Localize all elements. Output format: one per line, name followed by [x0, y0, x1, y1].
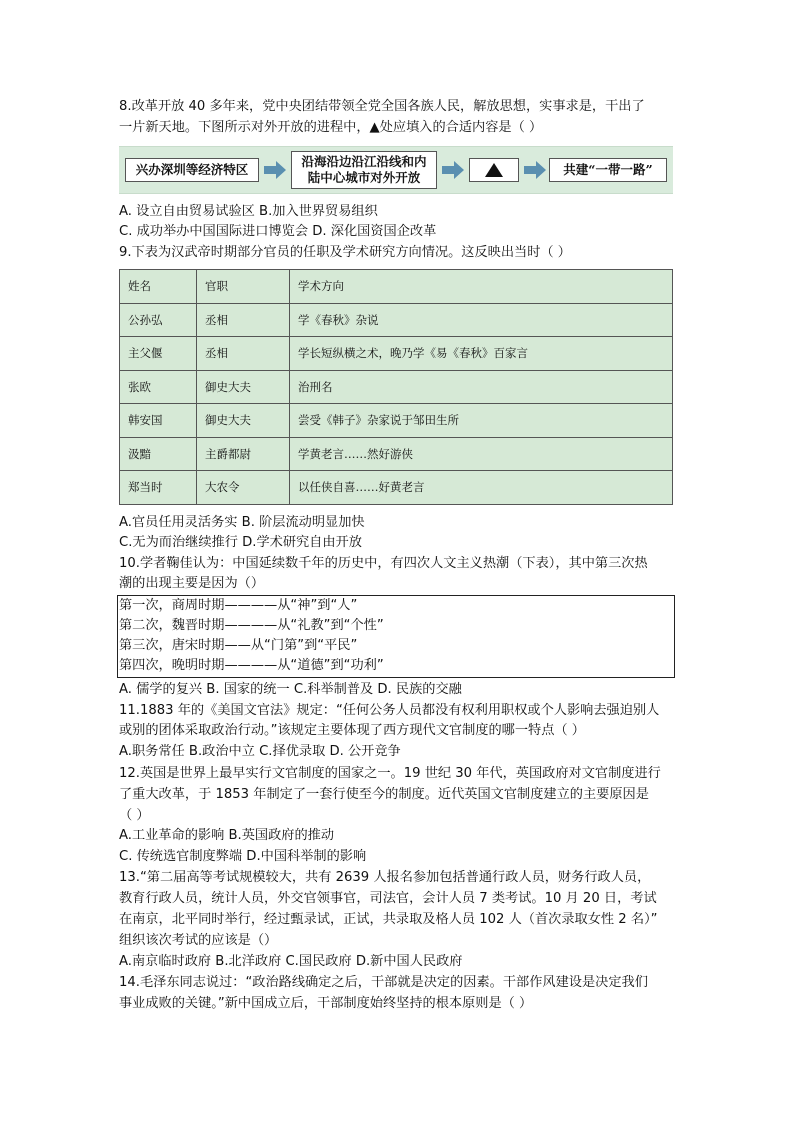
q8-options-line1: A. 设立自由贸易试验区 B.加入世界贸易组织	[119, 204, 378, 219]
table-header-cell: 官职	[197, 270, 290, 304]
table-cell: 郑当时	[120, 471, 197, 505]
table-cell: 丞相	[197, 303, 290, 337]
table-cell: 丞相	[197, 337, 290, 371]
q10-stem-line2: 潮的出现主要是因为（）	[119, 576, 265, 591]
table-cell: 公孙弘	[120, 303, 197, 337]
flow-box-belt-and-road: 共建“一带一路”	[549, 158, 667, 182]
table-row	[120, 337, 673, 371]
q12-stem-line2: 了重大改革，于 1853 年制定了一套行使至今的制度。近代英国文官制度建立的主要原因是	[119, 787, 649, 802]
table-cell: 尝受《韩子》杂家说于邹田生所	[290, 404, 673, 438]
q12-options-line2: C. 传统选官制度弊端 D.中国科举制的影响	[119, 849, 367, 864]
q8-options-line2: C. 成功举办中国国际进口博览会 D. 深化国资国企改革	[119, 224, 437, 239]
officials-table	[119, 269, 673, 505]
q13-stem-line2: 教育行政人员，统计人员，外交官领事官，司法官，会计人员 7 类考试。10 月 20 日，考试	[119, 891, 657, 906]
q13-stem-line3: 在南京，北平同时举行，经过甄录试，正试，共录取及格人员 102 人（首次录取女性 2 名）”	[119, 912, 658, 927]
q11-stem-line2: 或别的团体采取政治行动。”该规定主要体现了西方现代文官制度的哪一特点（ ）	[119, 723, 585, 738]
q14-stem-line2: 事业成败的关键。”新中国成立后，干部制度始终坚持的根本原则是（ ）	[119, 996, 533, 1011]
table-cell: 张欧	[120, 370, 197, 404]
flow-box-special-economic-zones: 兴办深圳等经济特区	[125, 158, 259, 182]
table-cell: 御史大夫	[197, 370, 290, 404]
humanism-wave-line: 第一次，商周时期————从“神”到“人”	[119, 598, 358, 613]
table-cell: 治刑名	[290, 370, 673, 404]
table-row	[120, 370, 673, 404]
table-row	[120, 471, 673, 505]
humanism-waves-box	[117, 595, 675, 678]
q10-stem-line1: 10.学者鞠佳认为：中国延续数千年的历史中，有四次人文主义热潮（下表），其中第三次热	[119, 556, 648, 571]
q9-options-line2: C.无为而治继续推行 D.学术研究自由开放	[119, 535, 362, 550]
table-cell: 御史大夫	[197, 404, 290, 438]
table-row	[120, 404, 673, 438]
humanism-wave-line: 第三次，唐宋时期——从“门第”到“平民”	[119, 638, 358, 653]
q12-options-line1: A.工业革命的影响 B.英国政府的推动	[119, 828, 335, 843]
q9-stem: 9.下表为汉武帝时期部分官员的任职及学术研究方向情况。这反映出当时（ ）	[119, 245, 571, 260]
q13-options: A.南京临时政府 B.北洋政府 C.国民政府 D.新中国人民政府	[119, 954, 463, 969]
table-header-cell: 学术方向	[290, 270, 673, 304]
q14-stem-line1: 14.毛泽东同志说过：“政治路线确定之后，干部就是决定的因素。干部作风建设是决定我们	[119, 975, 648, 990]
table-row	[120, 303, 673, 337]
flow-box-coastal-opening	[291, 151, 437, 189]
table-cell: 学长短纵横之术，晚乃学《易《春秋》百家言	[290, 337, 673, 371]
opening-process-flowchart	[119, 146, 673, 194]
table-cell: 主爵都尉	[197, 437, 290, 471]
table-row	[120, 437, 673, 471]
table-header-cell: 姓名	[120, 270, 197, 304]
q12-stem-line3: （ ）	[119, 808, 150, 823]
q13-stem-line4: 组织该次考试的应该是（）	[119, 933, 278, 948]
q8-stem-line1: 8.改革开放 40 多年来，党中央团结带领全党全国各族人民，解放思想，实事求是，干出了	[119, 99, 645, 114]
table-cell: 大农令	[197, 471, 290, 505]
q9-options-line1: A.官员任用灵活务实 B. 阶层流动明显加快	[119, 515, 365, 530]
triangle-icon	[485, 163, 503, 177]
humanism-wave-line: 第四次，晚明时期————从“道德”到“功利”	[119, 658, 384, 673]
table-cell: 主父偃	[120, 337, 197, 371]
flow-box-coastal-line1: 沿海沿边沿江沿线和内	[301, 154, 427, 169]
q10-options: A. 儒学的复兴 B. 国家的统一 C.科举制普及 D. 民族的交融	[119, 682, 462, 697]
table-header-row	[120, 270, 673, 304]
q8-stem-line2: 一片新天地。下图所示对外开放的进程中，▲处应填入的合适内容是（ ）	[119, 120, 543, 135]
right-arrow-icon	[524, 161, 546, 179]
q12-stem-line1: 12.英国是世界上最早实行文官制度的国家之一。19 世纪 30 年代，英国政府对文官制度进行	[119, 766, 661, 781]
table-cell: 汲黯	[120, 437, 197, 471]
q11-options: A.职务常任 B.政治中立 C.择优录取 D. 公开竞争	[119, 744, 401, 759]
flow-box-coastal-line2: 陆中心城市对外开放	[307, 170, 421, 185]
humanism-wave-line: 第二次，魏晋时期————从“礼教”到“个性”	[119, 618, 384, 633]
table-cell: 学《春秋》杂说	[290, 303, 673, 337]
right-arrow-icon	[442, 161, 464, 179]
right-arrow-icon	[264, 161, 286, 179]
table-cell: 以任侠自喜……好黄老言	[290, 471, 673, 505]
table-cell: 学黄老言……然好游侠	[290, 437, 673, 471]
flow-box-blank	[469, 158, 519, 182]
q11-stem-line1: 11.1883 年的《美国文官法》规定：“任何公务人员都没有权利用职权或个人影响去强迫别人	[119, 703, 660, 718]
table-cell: 韩安国	[120, 404, 197, 438]
q13-stem-line1: 13.“第二届高等考试规模较大，共有 2639 人报名参加包括普通行政人员，财务行政人员，	[119, 870, 651, 885]
